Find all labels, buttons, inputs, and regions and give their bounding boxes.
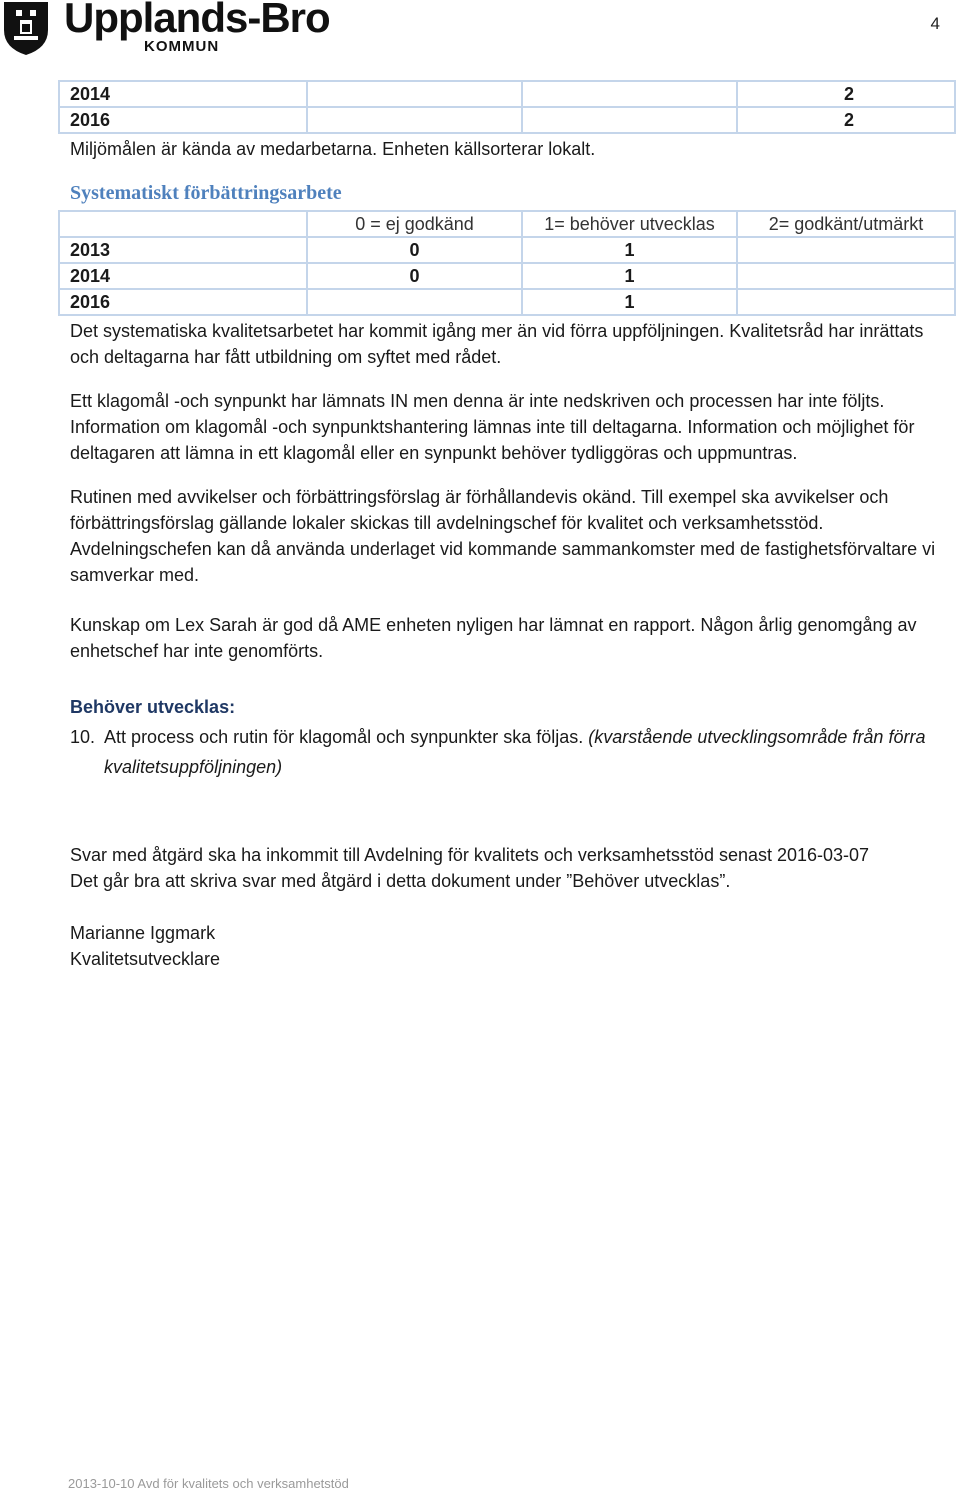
rating-cell: 1 [522, 289, 737, 315]
table-row [59, 81, 955, 107]
rating-cell [737, 237, 955, 263]
miljo-comment: Miljömålen är kända av medarbetarna. Enheten källsorterar lokalt. [70, 139, 596, 159]
rating-cell: 0 [307, 263, 522, 289]
table-row [59, 237, 955, 263]
table-row [59, 107, 955, 133]
paragraph: Rutinen med avvikelser och förbättringsförslag är förhållandevis okänd. Till exempel ska avvikelser och förbättringsförslag gällande lokaler skickas till avdelningschef för kvalitet och verksamhetsstöd. Avdelningschefen kan då använda underlaget vid kommande sammankomster med de fastighetsförvaltare vi samverkar med. [70, 487, 936, 585]
coat-of-arms-icon [2, 0, 50, 56]
rating-cell [522, 107, 737, 133]
needs-item-text: Att process och rutin för klagomål och synpunkter ska följas. [104, 727, 584, 747]
paragraph: Kunskap om Lex Sarah är god då AME enheten nyligen har lämnat en rapport. Någon årlig genomgång av enhetschef har inte genomförts. [70, 615, 917, 661]
rating-cell: 0 [307, 237, 522, 263]
table-row [59, 263, 955, 289]
scale-empty-cell [59, 211, 307, 237]
scale-label: 0 = ej godkänd [307, 211, 522, 237]
year-cell: 2014 [59, 81, 307, 107]
rating-cell [307, 289, 522, 315]
logo [2, 0, 330, 58]
page-footer: 2013-10-10 Avd för kvalitets och verksamhetstöd [68, 1476, 349, 1491]
paragraph: Ett klagomål -och synpunkt har lämnats IN men denna är inte nedskriven och processen har inte följts. Information om klagomål -och synpunktshantering lämnas inte till deltagarna. Information och möjlighet för deltagaren att lämna in ett klagomål eller en synpunkt behöver tydliggöras och uppmuntras. [70, 391, 915, 463]
rating-cell: 2 [737, 81, 955, 107]
section-heading: Systematiskt förbättringsarbete [70, 182, 342, 204]
year-cell: 2013 [59, 237, 307, 263]
rating-cell [307, 81, 522, 107]
rating-cell [522, 81, 737, 107]
sys-rating-table [58, 210, 956, 316]
rating-cell: 1 [522, 237, 737, 263]
scale-label: 1= behöver utvecklas [522, 211, 737, 237]
signature-title: Kvalitetsutvecklare [70, 949, 221, 969]
logo-subtitle: KOMMUN [144, 38, 220, 55]
rating-cell: 1 [522, 263, 737, 289]
scale-header-row [59, 211, 955, 237]
needs-item-number: 10. [70, 727, 96, 747]
year-cell: 2014 [59, 263, 307, 289]
rating-cell [737, 289, 955, 315]
logo-name: Upplands-Bro [64, 0, 330, 41]
closing-line: Det går bra att skriva svar med åtgärd i detta dokument under ”Behöver utvecklas”. [70, 871, 731, 891]
miljo-rating-table [58, 80, 956, 134]
year-cell: 2016 [59, 289, 307, 315]
table-row [59, 289, 955, 315]
rating-cell [737, 263, 955, 289]
needs-item-note: (kvarstående utvecklingsområde från förra kvalitetsuppföljningen) [104, 727, 926, 777]
document-body [58, 80, 954, 972]
scale-label: 2= godkänt/utmärkt [737, 211, 955, 237]
signature-name: Marianne Iggmark [70, 923, 216, 943]
page-number: 4 [930, 14, 940, 33]
closing-line: Svar med åtgärd ska ha inkommit till Avdelning för kvalitets och verksamhetsstöd senast 2016-03-07 [70, 845, 870, 865]
rating-cell: 2 [737, 107, 955, 133]
paragraph: Det systematiska kvalitetsarbetet har kommit igång mer än vid förra uppföljningen. Kvalitetsråd har inrättats och deltagarna har fått utbildning om syftet med rådet. [70, 321, 924, 367]
needs-item [58, 722, 954, 782]
needs-heading: Behöver utvecklas: [70, 697, 236, 717]
year-cell: 2016 [59, 107, 307, 133]
rating-cell [307, 107, 522, 133]
